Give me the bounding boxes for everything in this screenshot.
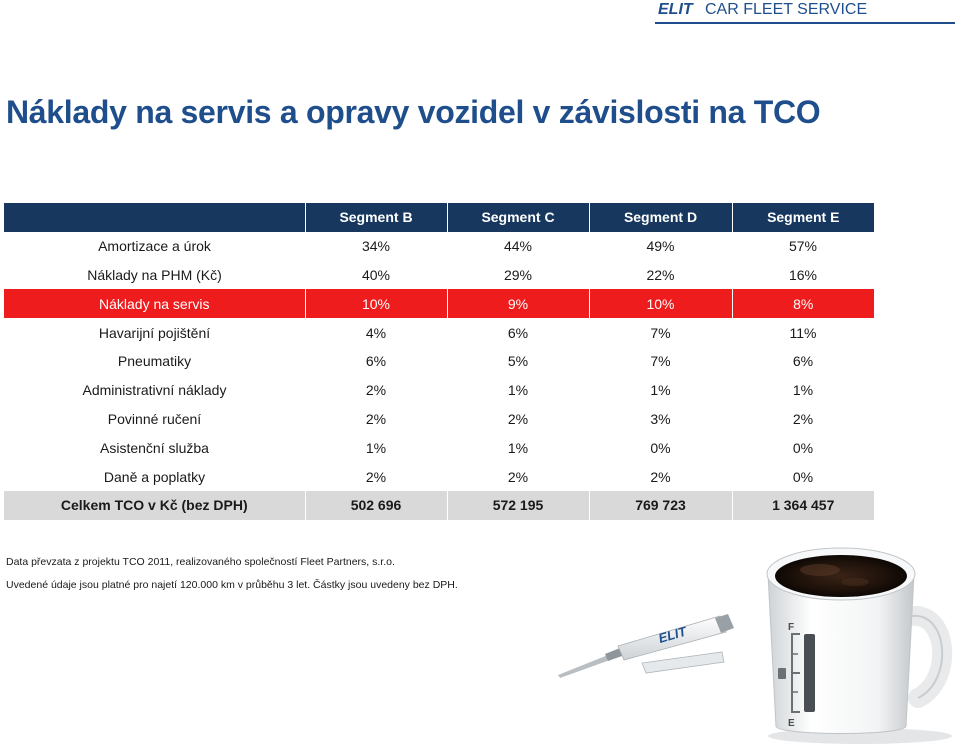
header-cell: Segment D	[589, 203, 732, 232]
source-note: Data převzata z projektu TCO 2011, realizovaného společností Fleet Partners, s.r.o.	[6, 556, 395, 568]
row-label: Povinné ručení	[107, 410, 202, 427]
table-cell: 572 195	[447, 491, 589, 520]
table-cell: 1%	[507, 382, 529, 399]
table-row	[4, 462, 874, 491]
coffee-pen-illustration	[550, 530, 955, 745]
table-cell: 0%	[792, 468, 814, 485]
table-cell: 502 696	[305, 491, 447, 520]
table-cell: 769 723	[589, 491, 732, 520]
brand-header	[655, 0, 955, 24]
page-title: Náklady na servis a opravy vozidel v závislosti na TCO	[6, 94, 821, 130]
table-cell: 49%	[646, 238, 675, 255]
pen	[558, 614, 734, 678]
header-cell: Segment C	[447, 203, 589, 232]
table-cell: 34%	[361, 238, 391, 255]
table-cell: 4%	[365, 324, 387, 341]
header-cell	[4, 203, 305, 232]
row-label: Náklady na PHM (Kč)	[87, 266, 222, 283]
table-header-row	[4, 203, 874, 232]
gauge-full-label: F	[788, 622, 795, 633]
row-label: Administrativní náklady	[82, 382, 227, 399]
fuel-pump-icon	[778, 668, 786, 679]
table-row-highlighted	[4, 289, 874, 318]
table-cell: 7%	[650, 324, 671, 341]
table-row	[4, 347, 874, 376]
tco-table	[4, 203, 874, 520]
brand-name: ELIT	[658, 1, 693, 18]
table-cell: 8%	[732, 289, 874, 318]
coffee-surface	[775, 555, 907, 597]
table-cell: 9%	[447, 289, 589, 318]
row-label: Náklady na servis	[4, 289, 305, 318]
brand-subtitle: CAR FLEET SERVICE	[705, 1, 868, 18]
header-cell: Segment E	[732, 203, 874, 232]
table-cell: 57%	[788, 238, 818, 255]
header-cell: Segment B	[305, 203, 447, 232]
table-cell: 0%	[650, 439, 671, 456]
pen-logo: ELIT	[656, 623, 688, 646]
table-cell: 16%	[788, 266, 818, 283]
table-row	[4, 318, 874, 347]
table-cell: 22%	[646, 266, 675, 283]
table-cell: 6%	[792, 353, 814, 370]
table-cell: 2%	[507, 468, 529, 485]
table-cell: 1%	[650, 382, 671, 399]
table-cell: 44%	[503, 238, 533, 255]
row-label: Pneumatiky	[117, 353, 192, 370]
table-row-total	[4, 491, 874, 520]
table-row	[4, 376, 874, 405]
row-label: Daně a poplatky	[103, 468, 206, 485]
row-label: Amortizace a úrok	[98, 238, 211, 255]
table-cell: 1%	[792, 382, 814, 399]
table-row	[4, 232, 874, 261]
table-row	[4, 261, 874, 290]
row-label: Asistenční služba	[100, 439, 209, 456]
table-cell: 40%	[361, 266, 391, 283]
validity-note: Uvedené údaje jsou platné pro najetí 120.000 km v průběhu 3 let. Částky jsou uvedeny bez DPH.	[6, 579, 458, 591]
table-cell: 10%	[589, 289, 732, 318]
table-cell: 1 364 457	[732, 491, 874, 520]
table-cell: 2%	[365, 410, 387, 427]
row-label: Celkem TCO v Kč (bez DPH)	[4, 491, 305, 520]
table-row	[4, 405, 874, 434]
table-cell: 0%	[792, 439, 814, 456]
table-cell: 3%	[650, 410, 671, 427]
gauge-empty-label: E	[788, 718, 795, 729]
table-cell: 1%	[365, 439, 387, 456]
table-cell: 10%	[305, 289, 447, 318]
table-cell: 6%	[365, 353, 387, 370]
cup-handle	[912, 616, 942, 698]
table-row	[4, 433, 874, 462]
pen-cap	[642, 652, 724, 673]
table-cell: 7%	[650, 353, 671, 370]
table-cell: 11%	[789, 324, 817, 341]
table-cell: 2%	[365, 382, 387, 399]
table-cell: 5%	[507, 353, 529, 370]
table-cell: 2%	[650, 468, 671, 485]
table-cell: 2%	[365, 468, 387, 485]
table-cell: 1%	[507, 439, 529, 456]
row-label: Havarijní pojištění	[98, 324, 211, 341]
table-cell: 29%	[503, 266, 533, 283]
table-cell: 6%	[507, 324, 529, 341]
table-cell: 2%	[792, 410, 814, 427]
table-cell: 2%	[507, 410, 529, 427]
